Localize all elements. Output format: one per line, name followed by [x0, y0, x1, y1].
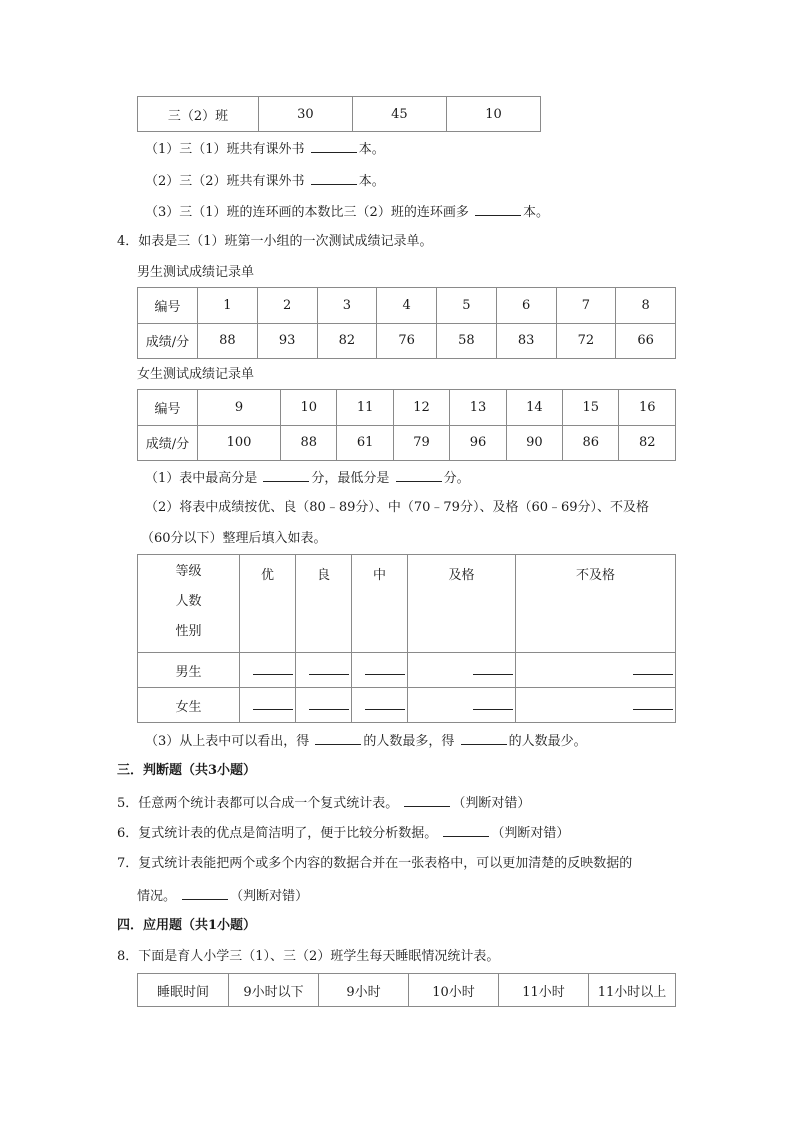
answer-blank[interactable] — [461, 731, 507, 745]
table-row — [138, 555, 676, 653]
table-cell: 5 — [437, 288, 497, 324]
table-cell: 15 — [563, 390, 619, 426]
table-cell: 90 — [506, 425, 562, 461]
q6 — [117, 823, 569, 843]
answer-blank[interactable] — [396, 468, 442, 482]
answer-cell[interactable] — [408, 653, 516, 688]
table-cell: 100 — [198, 425, 281, 461]
grade-col-header: 中 — [352, 555, 408, 653]
answer-blank — [365, 674, 405, 675]
table-cell: 13 — [450, 390, 506, 426]
table-cell: 10小时 — [409, 974, 499, 1007]
answer-blank — [309, 709, 349, 710]
table-cell: 14 — [506, 390, 562, 426]
table-cell: 83 — [496, 323, 556, 359]
table-cell: 编号 — [138, 390, 198, 426]
answer-blank[interactable] — [443, 823, 489, 837]
answer-cell[interactable] — [516, 653, 676, 688]
table-cell: 9 — [198, 390, 281, 426]
grade-col-header: 不及格 — [516, 555, 676, 653]
q6-text: 6．复式统计表的优点是简洁明了，便于比较分析数据。 — [117, 826, 438, 841]
table-cell: 11小时以上 — [589, 974, 676, 1007]
table-row — [138, 653, 676, 688]
q3-sub2 — [145, 171, 385, 191]
table-cell: 7 — [556, 288, 616, 324]
answer-blank[interactable] — [311, 171, 357, 185]
q4-stem: 4．如表是三（1）班第一小组的一次测试成绩记录单。 — [117, 234, 433, 249]
table-cell: 72 — [556, 323, 616, 359]
q3-sub2-text: （2）三（2）班共有课外书 — [145, 174, 305, 189]
table-cell: 16 — [619, 390, 676, 426]
section3-title: 三．判断题（共3小题） — [117, 763, 257, 778]
answer-blank — [473, 709, 513, 710]
grade-col-header: 良 — [296, 555, 352, 653]
answer-blank — [473, 674, 513, 675]
corner-header — [138, 555, 240, 653]
table-cell: 11 — [337, 390, 393, 426]
table-cell: 12 — [393, 390, 449, 426]
corner-label-gender: 性别 — [175, 624, 202, 639]
q7-line2 — [137, 886, 308, 906]
q3-sub3-post: 本。 — [522, 205, 549, 220]
girls-table-title: 女生测试成绩记录单 — [137, 367, 255, 382]
q4-sub3-mid: 的人数最多，得 — [363, 734, 455, 749]
table-cell: 3 — [317, 288, 377, 324]
q5-text: 5．任意两个统计表都可以合成一个复式统计表。 — [117, 796, 399, 811]
answer-blank[interactable] — [311, 139, 357, 153]
section4-title: 四．应用题（共1小题） — [117, 918, 257, 933]
judge-hint: （判断对错） — [452, 796, 531, 811]
q3-sub1-post: 本。 — [358, 142, 385, 157]
answer-cell[interactable] — [296, 653, 352, 688]
grade-col-header: 及格 — [408, 555, 516, 653]
q3-sub3-text: （3）三（1）班的连环画的本数比三（2）班的连环画多 — [145, 205, 469, 220]
q4-sub1-mid: 分，最低分是 — [311, 471, 390, 486]
table-cell: 6 — [496, 288, 556, 324]
q4-sub1 — [145, 468, 470, 488]
table-cell: 96 — [450, 425, 506, 461]
q5 — [117, 793, 530, 813]
boys-table-title: 男生测试成绩记录单 — [137, 265, 255, 280]
table-cell: 三（2）班 — [138, 97, 259, 132]
table-cell: 58 — [437, 323, 497, 359]
answer-blank — [309, 674, 349, 675]
row-label-boys: 男生 — [138, 653, 240, 688]
q4-sub2-line1: （2）将表中成绩按优、良（80﹣89分）、中（70﹣79分）、及格（60﹣69分）、不及格 — [145, 500, 650, 515]
answer-blank — [253, 709, 293, 710]
table-cell: 82 — [317, 323, 377, 359]
row-label-girls: 女生 — [138, 688, 240, 723]
table-cell: 10 — [281, 390, 337, 426]
table-cell: 9小时 — [319, 974, 409, 1007]
table-row — [138, 288, 676, 324]
table-cell: 79 — [393, 425, 449, 461]
answer-blank — [633, 709, 673, 710]
answer-blank[interactable] — [182, 886, 228, 900]
q8-stem: 8．下面是育人小学三（1）、三（2）班学生每天睡眠情况统计表。 — [117, 949, 500, 964]
table-cell: 睡眠时间 — [138, 974, 229, 1007]
table-cell: 2 — [257, 288, 317, 324]
table-cell: 76 — [377, 323, 437, 359]
q3-sub3 — [145, 202, 549, 222]
table-cell: 1 — [198, 288, 258, 324]
q7-text-end: 情况。 — [137, 889, 177, 904]
answer-blank[interactable] — [404, 793, 450, 807]
q4-sub3-text: （3）从上表中可以看出，得 — [145, 734, 310, 749]
answer-cell[interactable] — [296, 688, 352, 723]
answer-blank[interactable] — [263, 468, 309, 482]
answer-cell[interactable] — [352, 688, 408, 723]
table-cell: 86 — [563, 425, 619, 461]
table-cell: 93 — [257, 323, 317, 359]
table-row — [138, 974, 676, 1007]
table-cell: 61 — [337, 425, 393, 461]
girls-score-table — [137, 389, 676, 461]
corner-label-grade: 等级 — [175, 564, 202, 579]
answer-blank[interactable] — [475, 202, 521, 216]
q4-sub3-post: 的人数最少。 — [508, 734, 587, 749]
answer-blank — [253, 674, 293, 675]
judge-hint: （判断对错） — [491, 826, 570, 841]
q3-sub2-post: 本。 — [358, 174, 385, 189]
table-cell: 4 — [377, 288, 437, 324]
q3-sub1 — [145, 139, 385, 159]
boys-score-table — [137, 287, 676, 359]
table-row — [138, 688, 676, 723]
table-cell: 11小时 — [499, 974, 589, 1007]
corner-label-count: 人数 — [175, 594, 202, 609]
table-row — [138, 323, 676, 359]
q3-sub1-text: （1）三（1）班共有课外书 — [145, 142, 305, 157]
table-cell: 88 — [281, 425, 337, 461]
q4-sub1-text: （1）表中最高分是 — [145, 471, 258, 486]
answer-cell[interactable] — [352, 653, 408, 688]
answer-blank — [633, 674, 673, 675]
grade-table — [137, 554, 676, 723]
answer-cell[interactable] — [240, 653, 296, 688]
table-cell: 9小时以下 — [229, 974, 319, 1007]
table-cell: 82 — [619, 425, 676, 461]
q4-sub2-line2: （60分以下）整理后填入如表。 — [141, 531, 327, 546]
class-book-table — [137, 96, 541, 132]
table-cell: 88 — [198, 323, 258, 359]
table-row — [138, 390, 676, 426]
answer-blank[interactable] — [315, 731, 361, 745]
table-cell: 8 — [616, 288, 676, 324]
answer-blank — [365, 709, 405, 710]
table-cell: 45 — [352, 97, 446, 132]
table-cell: 成绩/分 — [138, 425, 198, 461]
answer-cell[interactable] — [240, 688, 296, 723]
answer-cell[interactable] — [408, 688, 516, 723]
q4-sub1-post: 分。 — [443, 471, 470, 486]
sleep-table — [137, 973, 676, 1007]
table-cell: 30 — [258, 97, 352, 132]
table-cell: 编号 — [138, 288, 198, 324]
table-cell: 10 — [446, 97, 540, 132]
table-cell: 成绩/分 — [138, 323, 198, 359]
table-row — [138, 425, 676, 461]
q4-sub3 — [145, 731, 587, 751]
judge-hint: （判断对错） — [230, 889, 309, 904]
grade-col-header: 优 — [240, 555, 296, 653]
answer-cell[interactable] — [516, 688, 676, 723]
q7-line1: 7．复式统计表能把两个或多个内容的数据合并在一张表格中，可以更加清楚的反映数据的 — [117, 856, 633, 871]
table-cell: 66 — [616, 323, 676, 359]
